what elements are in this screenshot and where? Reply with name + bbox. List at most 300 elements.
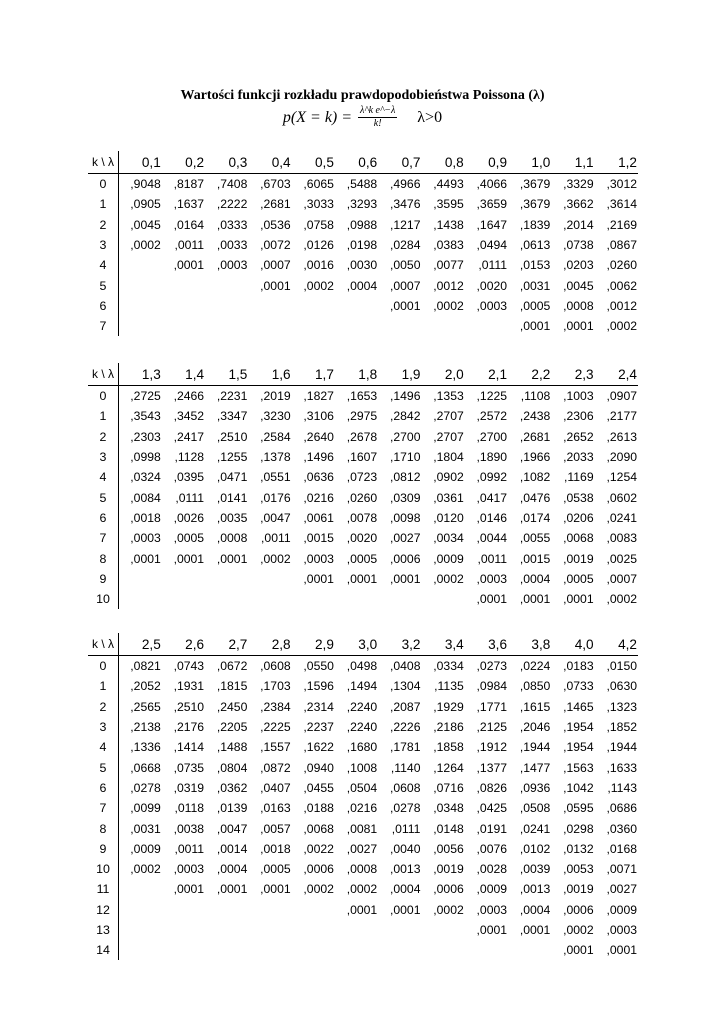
probability-cell: ,0164 <box>173 217 205 232</box>
probability-cell: ,0001 <box>303 571 334 586</box>
probability-cell <box>465 316 508 336</box>
probability-cell: ,0146 <box>476 510 508 525</box>
probability-cell: ,0068 <box>303 821 334 836</box>
probability-cell: ,0309 <box>389 490 421 505</box>
probability-cell: ,0826 <box>476 780 508 795</box>
formula-denominator: k! <box>373 118 382 129</box>
probability-cell: ,0002 <box>606 319 637 334</box>
probability-cell: ,2510 <box>173 699 205 714</box>
k-value: 5 <box>88 757 119 777</box>
probability-cell: ,0031 <box>130 821 161 836</box>
probability-cell: ,0608 <box>260 659 291 674</box>
probability-cell: ,0001 <box>519 592 551 607</box>
probability-cell: ,0132 <box>563 841 594 856</box>
probability-cell: ,1378 <box>260 450 291 465</box>
probability-cell: ,0015 <box>519 551 551 566</box>
probability-cell: ,0018 <box>130 510 161 525</box>
probability-cell: ,0006 <box>303 862 334 877</box>
probability-cell <box>421 316 464 336</box>
probability-cell: ,0004 <box>216 862 248 877</box>
probability-cell: ,0006 <box>389 551 421 566</box>
lambda-header: 0,2 <box>162 151 205 174</box>
probability-cell <box>335 920 378 940</box>
probability-cell: ,0053 <box>563 862 594 877</box>
probability-cell: ,0071 <box>606 862 637 877</box>
lambda-header: 2,1 <box>465 363 508 386</box>
lambda-header: 3,6 <box>465 633 508 656</box>
k-value: 1 <box>88 194 119 214</box>
probability-cell: ,0019 <box>433 862 464 877</box>
lambda-header: 0,6 <box>335 151 378 174</box>
lambda-header: 2,6 <box>162 633 205 656</box>
probability-cell <box>162 940 205 960</box>
probability-cell: ,1653 <box>346 389 378 404</box>
header-row <box>88 633 638 656</box>
table-row <box>88 487 638 507</box>
probability-cell: ,0148 <box>433 821 464 836</box>
probability-cell: ,0009 <box>606 902 637 917</box>
k-value: 12 <box>88 900 119 920</box>
probability-cell: ,1852 <box>606 720 637 735</box>
probability-cell: ,2613 <box>606 429 637 444</box>
probability-cell <box>205 900 248 920</box>
k-value: 1 <box>88 406 119 426</box>
poisson-formula <box>0 105 725 139</box>
probability-cell: ,2450 <box>216 699 248 714</box>
probability-cell: ,0034 <box>433 531 464 546</box>
probability-cell: ,0003 <box>606 923 637 937</box>
probability-cell: ,1703 <box>260 679 291 694</box>
lambda-header: 0,9 <box>465 151 508 174</box>
probability-cell: ,0334 <box>433 659 464 674</box>
probability-cell: ,0039 <box>519 862 551 877</box>
probability-cell: ,0008 <box>346 862 378 877</box>
probability-cell <box>508 940 551 960</box>
probability-cell: ,2033 <box>563 450 594 465</box>
probability-cell: ,0057 <box>260 821 291 836</box>
probability-cell: ,1637 <box>173 197 205 212</box>
probability-cell: ,2384 <box>260 699 291 714</box>
probability-cell: ,0005 <box>563 571 594 586</box>
probability-cell: ,0936 <box>519 780 551 795</box>
probability-cell: ,2510 <box>216 429 248 444</box>
table-row <box>88 235 638 255</box>
table-row <box>88 676 638 696</box>
probability-cell: ,0821 <box>130 659 161 674</box>
probability-cell: ,1827 <box>303 389 334 404</box>
table-row <box>88 447 638 467</box>
probability-cell: ,0062 <box>606 278 637 293</box>
probability-cell: ,0009 <box>433 551 464 566</box>
probability-cell: ,3679 <box>519 177 551 192</box>
probability-cell: ,3230 <box>260 409 291 424</box>
table-row <box>88 508 638 528</box>
probability-cell: ,0003 <box>476 298 508 313</box>
probability-cell: ,0273 <box>476 659 508 674</box>
table-row <box>88 798 638 818</box>
probability-cell: ,0686 <box>606 801 637 816</box>
probability-cell: ,3012 <box>606 177 637 192</box>
probability-cell: ,2438 <box>519 409 551 424</box>
probability-cell: ,1135 <box>434 679 464 694</box>
probability-cell: ,0078 <box>346 510 378 525</box>
probability-cell: ,0216 <box>303 490 334 505</box>
probability-cell: ,0188 <box>303 801 334 816</box>
probability-cell: ,0738 <box>563 238 594 253</box>
probability-cell: ,0005 <box>260 862 291 877</box>
probability-cell: ,1264 <box>433 760 464 775</box>
probability-cell: ,0072 <box>260 238 291 253</box>
probability-cell: ,0001 <box>216 551 248 566</box>
probability-cell: ,0008 <box>216 531 248 546</box>
probability-cell: ,0672 <box>216 659 248 674</box>
probability-cell: ,0001 <box>260 882 291 897</box>
lambda-header: 1,6 <box>248 363 291 386</box>
probability-cell: ,0006 <box>433 882 464 897</box>
probability-cell: ,2186 <box>433 720 464 735</box>
probability-cell: ,1496 <box>303 450 334 465</box>
probability-cell: ,0636 <box>303 470 334 485</box>
probability-cell: ,0224 <box>519 659 551 674</box>
lambda-header: 1,3 <box>119 363 162 386</box>
probability-cell: ,0015 <box>303 531 334 546</box>
probability-cell <box>248 296 291 316</box>
probability-cell <box>119 316 162 336</box>
probability-cell: ,0020 <box>476 278 508 293</box>
probability-cell: ,0111 <box>478 258 508 273</box>
probability-cell: ,0595 <box>563 801 594 816</box>
probability-cell: ,0260 <box>606 258 637 273</box>
probability-cell: ,0030 <box>346 258 378 273</box>
probability-cell: ,1633 <box>606 760 637 775</box>
probability-cell: ,2700 <box>389 429 421 444</box>
probability-cell: ,1781 <box>389 740 421 755</box>
probability-cell: ,3595 <box>433 197 464 212</box>
probability-cell: ,0004 <box>519 902 551 917</box>
probability-cell: ,0001 <box>519 319 551 334</box>
probability-cell: ,0455 <box>303 780 334 795</box>
table-row <box>88 900 638 920</box>
probability-cell: ,0033 <box>216 238 248 253</box>
probability-cell: ,0019 <box>563 882 594 897</box>
probability-cell: ,0002 <box>563 923 594 937</box>
probability-cell: ,2222 <box>216 197 248 212</box>
probability-cell: ,0013 <box>389 862 421 877</box>
lambda-header: 4,2 <box>595 633 638 656</box>
k-value: 6 <box>88 296 119 316</box>
probability-cell <box>119 920 162 940</box>
probability-cell: ,1557 <box>260 740 291 755</box>
probability-cell: ,0005 <box>173 531 205 546</box>
k-value: 7 <box>88 798 119 818</box>
probability-cell: ,0022 <box>303 841 334 856</box>
probability-cell <box>421 589 464 609</box>
k-value: 5 <box>88 275 119 295</box>
probability-cell <box>205 920 248 940</box>
table-row <box>88 427 638 447</box>
table-row <box>88 194 638 214</box>
probability-cell: ,2652 <box>563 429 594 444</box>
probability-cell: ,1217 <box>389 217 421 232</box>
table-row <box>88 859 638 879</box>
probability-cell <box>378 940 421 960</box>
probability-cell: ,1804 <box>433 450 464 465</box>
probability-cell: ,0026 <box>173 510 205 525</box>
probability-cell: ,1622 <box>303 740 334 755</box>
probability-cell <box>119 569 162 589</box>
probability-cell: ,0504 <box>346 780 378 795</box>
probability-cell: ,0001 <box>389 298 421 313</box>
k-value: 2 <box>88 697 119 717</box>
probability-cell: ,0206 <box>563 510 594 525</box>
probability-cell: ,0902 <box>433 470 464 485</box>
lambda-header: 2,9 <box>292 633 335 656</box>
lambda-header: 2,5 <box>119 633 162 656</box>
probability-cell: ,1108 <box>520 389 551 404</box>
probability-cell: ,0126 <box>303 238 334 253</box>
probability-cell: ,0003 <box>130 531 161 546</box>
probability-cell: ,0992 <box>476 470 508 485</box>
probability-cell: ,0940 <box>303 760 334 775</box>
probability-cell: ,0013 <box>519 882 551 897</box>
probability-cell <box>335 940 378 960</box>
table-row <box>88 215 638 235</box>
probability-cell: ,3106 <box>303 409 334 424</box>
k-value: 3 <box>88 717 119 737</box>
probability-cell: ,0203 <box>563 258 594 273</box>
probability-cell: ,2725 <box>130 389 161 404</box>
probability-cell: ,0083 <box>606 531 637 546</box>
probability-cell: ,0191 <box>476 821 508 836</box>
probability-cell: ,0001 <box>216 882 248 897</box>
probability-cell: ,3347 <box>216 409 248 424</box>
probability-cell: ,1477 <box>519 760 551 775</box>
probability-cell: ,0102 <box>519 841 551 856</box>
k-value: 10 <box>88 589 119 609</box>
probability-cell: ,0723 <box>346 470 378 485</box>
probability-cell: ,2640 <box>303 429 334 444</box>
probability-cell: ,1304 <box>389 679 421 694</box>
probability-cell <box>335 589 378 609</box>
table-row <box>88 275 638 295</box>
poisson-table-2 <box>88 363 638 609</box>
probability-cell: ,0002 <box>433 571 464 586</box>
probability-cell: ,0027 <box>606 882 637 897</box>
k-value: 7 <box>88 528 119 548</box>
probability-cell: ,0608 <box>389 780 421 795</box>
probability-cell: ,0284 <box>389 238 421 253</box>
lambda-header: 1,4 <box>162 363 205 386</box>
table-row <box>88 920 638 940</box>
probability-cell: ,0551 <box>260 470 291 485</box>
probability-cell: ,0001 <box>389 571 421 586</box>
k-value: 3 <box>88 447 119 467</box>
probability-cell: ,0011 <box>174 841 205 856</box>
probability-cell: ,1082 <box>519 470 551 485</box>
probability-cell: ,0536 <box>260 217 291 232</box>
probability-cell: ,0001 <box>173 882 205 897</box>
probability-cell: ,1225 <box>476 389 508 404</box>
probability-cell: ,1169 <box>564 470 594 485</box>
probability-cell <box>162 316 205 336</box>
probability-cell: ,0001 <box>519 923 551 937</box>
probability-cell: ,3543 <box>130 409 161 424</box>
probability-cell <box>119 296 162 316</box>
table-row <box>88 697 638 717</box>
table-row <box>88 255 638 275</box>
lambda-header: 3,2 <box>378 633 421 656</box>
probability-cell: ,0241 <box>606 510 637 525</box>
probability-cell <box>248 900 291 920</box>
probability-cell: ,0084 <box>130 490 161 505</box>
probability-cell: ,0061 <box>303 510 334 525</box>
probability-cell: ,1377 <box>476 760 508 775</box>
probability-cell: ,0002 <box>433 902 464 917</box>
probability-cell: ,2681 <box>260 197 291 212</box>
probability-cell: ,6703 <box>260 177 291 192</box>
k-value: 6 <box>88 778 119 798</box>
probability-cell: ,0031 <box>519 278 551 293</box>
table-row <box>88 569 638 589</box>
probability-cell: ,0001 <box>476 923 508 937</box>
probability-cell: ,2707 <box>433 409 464 424</box>
probability-cell: ,2240 <box>346 720 378 735</box>
poisson-table-3 <box>88 633 638 960</box>
probability-cell <box>335 296 378 316</box>
probability-cell: ,0005 <box>519 298 551 313</box>
formula-fraction <box>358 105 397 130</box>
probability-cell <box>248 316 291 336</box>
probability-cell: ,0011 <box>174 238 205 253</box>
probability-cell: ,0111 <box>175 490 205 505</box>
probability-cell <box>421 920 464 940</box>
probability-cell: ,2125 <box>476 720 508 735</box>
probability-cell: ,1944 <box>606 740 637 755</box>
probability-cell: ,0003 <box>173 862 205 877</box>
probability-cell <box>292 589 335 609</box>
probability-cell: ,0001 <box>389 902 421 917</box>
probability-cell: ,1128 <box>174 450 205 465</box>
probability-cell: ,0001 <box>346 571 378 586</box>
lambda-header: 1,8 <box>335 363 378 386</box>
probability-cell: ,0004 <box>346 278 378 293</box>
probability-cell: ,2842 <box>389 409 421 424</box>
header-row <box>88 151 638 174</box>
probability-cell <box>378 589 421 609</box>
lambda-header: 2,8 <box>248 633 291 656</box>
probability-cell: ,0850 <box>519 679 551 694</box>
formula-condition: λ>0 <box>417 108 443 126</box>
probability-cell: ,2138 <box>130 720 161 735</box>
probability-cell <box>248 940 291 960</box>
probability-cell: ,0007 <box>260 258 291 273</box>
probability-cell: ,0047 <box>260 510 291 525</box>
probability-cell: ,2046 <box>519 720 551 735</box>
table-row <box>88 467 638 487</box>
probability-cell: ,0076 <box>476 841 508 856</box>
probability-cell: ,0004 <box>519 571 551 586</box>
probability-cell: ,2225 <box>260 720 291 735</box>
probability-cell: ,1944 <box>519 740 551 755</box>
probability-cell: ,0471 <box>216 470 248 485</box>
probability-cell: ,0668 <box>130 760 161 775</box>
k-value: 6 <box>88 508 119 528</box>
lambda-header: 0,7 <box>378 151 421 174</box>
probability-cell: ,0003 <box>476 571 508 586</box>
probability-cell: ,0550 <box>303 659 334 674</box>
probability-cell: ,6065 <box>303 177 334 192</box>
probability-cell: ,0319 <box>173 780 205 795</box>
probability-cell <box>162 296 205 316</box>
poisson-table-1 <box>88 151 638 336</box>
probability-cell: ,1414 <box>173 740 205 755</box>
probability-cell: ,2087 <box>389 699 421 714</box>
probability-cell: ,1465 <box>563 699 594 714</box>
probability-cell <box>119 255 162 275</box>
probability-cell: ,0407 <box>260 780 291 795</box>
k-value: 1 <box>88 676 119 696</box>
probability-cell: ,1438 <box>433 217 464 232</box>
formula-lhs: p(X = k) = <box>282 108 353 126</box>
probability-cell: ,0040 <box>389 841 421 856</box>
probability-cell: ,1615 <box>519 699 551 714</box>
lambda-header: 3,4 <box>421 633 464 656</box>
probability-cell: ,0011 <box>261 531 291 546</box>
table-row <box>88 778 638 798</box>
probability-cell: ,1254 <box>606 470 637 485</box>
probability-cell: ,0056 <box>433 841 464 856</box>
lambda-header: 2,0 <box>421 363 464 386</box>
probability-cell: ,0014 <box>216 841 248 856</box>
probability-cell: ,0362 <box>216 780 248 795</box>
probability-cell: ,0498 <box>346 659 378 674</box>
probability-cell: ,0716 <box>433 780 464 795</box>
probability-cell: ,1954 <box>563 740 594 755</box>
lambda-header: 3,8 <box>508 633 551 656</box>
probability-cell: ,0047 <box>216 821 248 836</box>
lambda-header: 0,8 <box>421 151 464 174</box>
probability-cell: ,1680 <box>346 740 378 755</box>
probability-cell: ,0324 <box>130 470 161 485</box>
probability-cell: ,1858 <box>433 740 464 755</box>
probability-cell: ,1488 <box>216 740 248 755</box>
probability-cell: ,1008 <box>346 760 378 775</box>
probability-cell: ,1140 <box>390 760 421 775</box>
probability-cell: ,0361 <box>433 490 464 505</box>
probability-cell: ,0613 <box>519 238 551 253</box>
lambda-header: 1,1 <box>551 151 594 174</box>
probability-cell: ,0141 <box>216 490 248 505</box>
lambda-header: 1,7 <box>292 363 335 386</box>
probability-cell: ,0006 <box>563 902 594 917</box>
k-value: 3 <box>88 235 119 255</box>
probability-cell: ,2707 <box>433 429 464 444</box>
probability-cell: ,0009 <box>130 841 161 856</box>
probability-cell: ,1323 <box>606 699 637 714</box>
probability-cell: ,0216 <box>346 801 378 816</box>
probability-cell: ,0260 <box>346 490 378 505</box>
probability-cell: ,0348 <box>433 801 464 816</box>
probability-cell: ,0055 <box>519 531 551 546</box>
probability-cell: ,0044 <box>476 531 508 546</box>
probability-cell: ,0812 <box>389 470 421 485</box>
probability-cell: ,3476 <box>389 197 421 212</box>
table-row <box>88 316 638 336</box>
probability-cell: ,1839 <box>519 217 551 232</box>
probability-cell: ,0081 <box>346 821 378 836</box>
k-value: 13 <box>88 920 119 940</box>
probability-cell: ,0139 <box>216 801 248 816</box>
